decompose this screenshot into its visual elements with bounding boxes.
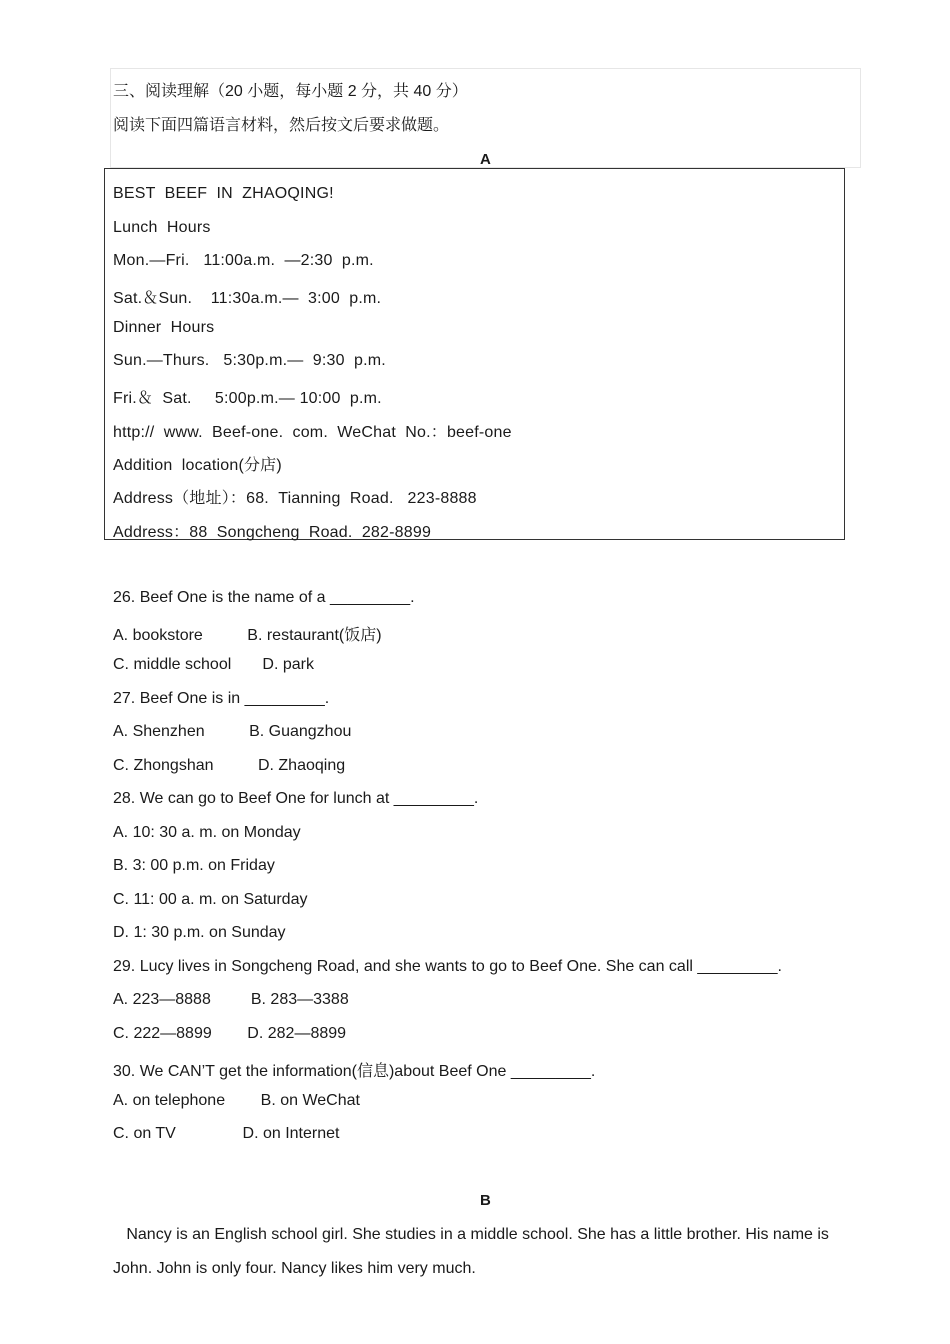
ad-line: Sun.—Thurs. 5:30p.m.— 9:30 p.m. [113,352,386,369]
question-28-option-b: B. 3: 00 p.m. on Friday [113,857,275,874]
question-29-options-ab: A. 223—8888 B. 283—3388 [113,991,349,1008]
question-28-option-a: A. 10: 30 a. m. on Monday [113,824,301,841]
question-30-options-ab: A. on telephone B. on WeChat [113,1092,360,1109]
ad-line: Fri.＆ Sat. 5:00p.m.— 10:00 p.m. [113,390,382,407]
question-29-options-cd: C. 222—8899 D. 282—8899 [113,1025,347,1042]
ad-line: Dinner Hours [113,319,215,336]
passage-b-line: Nancy is an English school girl. She studies in a middle school. She has a little brother. His name is [113,1226,829,1243]
question-29: 29. Lucy lives in Songcheng Road, and she wants to go to Beef One. She can call _________. [113,958,782,975]
question-28: 28. We can go to Beef One for lunch at _________. [113,790,479,807]
ad-line: http:// www. Beef-one. com. WeChat No.：beef-one [113,424,512,441]
passage-b-line: John. John is only four. Nancy likes him very much. [113,1260,476,1277]
ad-line: Address：88 Songcheng Road. 282-8899 [113,524,432,541]
ad-line: Mon.—Fri. 11:00a.m. —2:30 p.m. [113,252,374,269]
section-title: 三、阅读理解（20 小题，每小题 2 分，共 40 分） [113,83,468,100]
question-27: 27. Beef One is in _________. [113,690,330,707]
ad-line: Sat.＆Sun. 11:30a.m.— 3:00 p.m. [113,290,382,307]
ad-line: Addition location(分店) [113,457,282,474]
instruction: 阅读下面四篇语言材料，然后按文后要求做题。 [113,117,450,134]
passage-b-letter: B [480,1192,491,1209]
ad-line: BEST BEEF IN ZHAOQING! [113,185,334,202]
question-26-options-ab: A. bookstore B. restaurant(饭店) [113,627,382,644]
question-30: 30. We CAN’T get the information(信息)about Beef One _________. [113,1063,596,1080]
question-26-options-cd: C. middle school D. park [113,656,314,673]
question-27-options-cd: C. Zhongshan D. Zhaoqing [113,757,346,774]
question-27-options-ab: A. Shenzhen B. Guangzhou [113,723,352,740]
passage-a-letter: A [480,151,491,168]
question-28-option-c: C. 11: 00 a. m. on Saturday [113,891,308,908]
question-30-options-cd: C. on TV D. on Internet [113,1125,340,1142]
question-26: 26. Beef One is the name of a _________. [113,589,415,606]
ad-line: Address（地址）：68. Tianning Road. 223-8888 [113,490,477,507]
ad-line: Lunch Hours [113,219,211,236]
question-28-option-d: D. 1: 30 p.m. on Sunday [113,924,286,941]
